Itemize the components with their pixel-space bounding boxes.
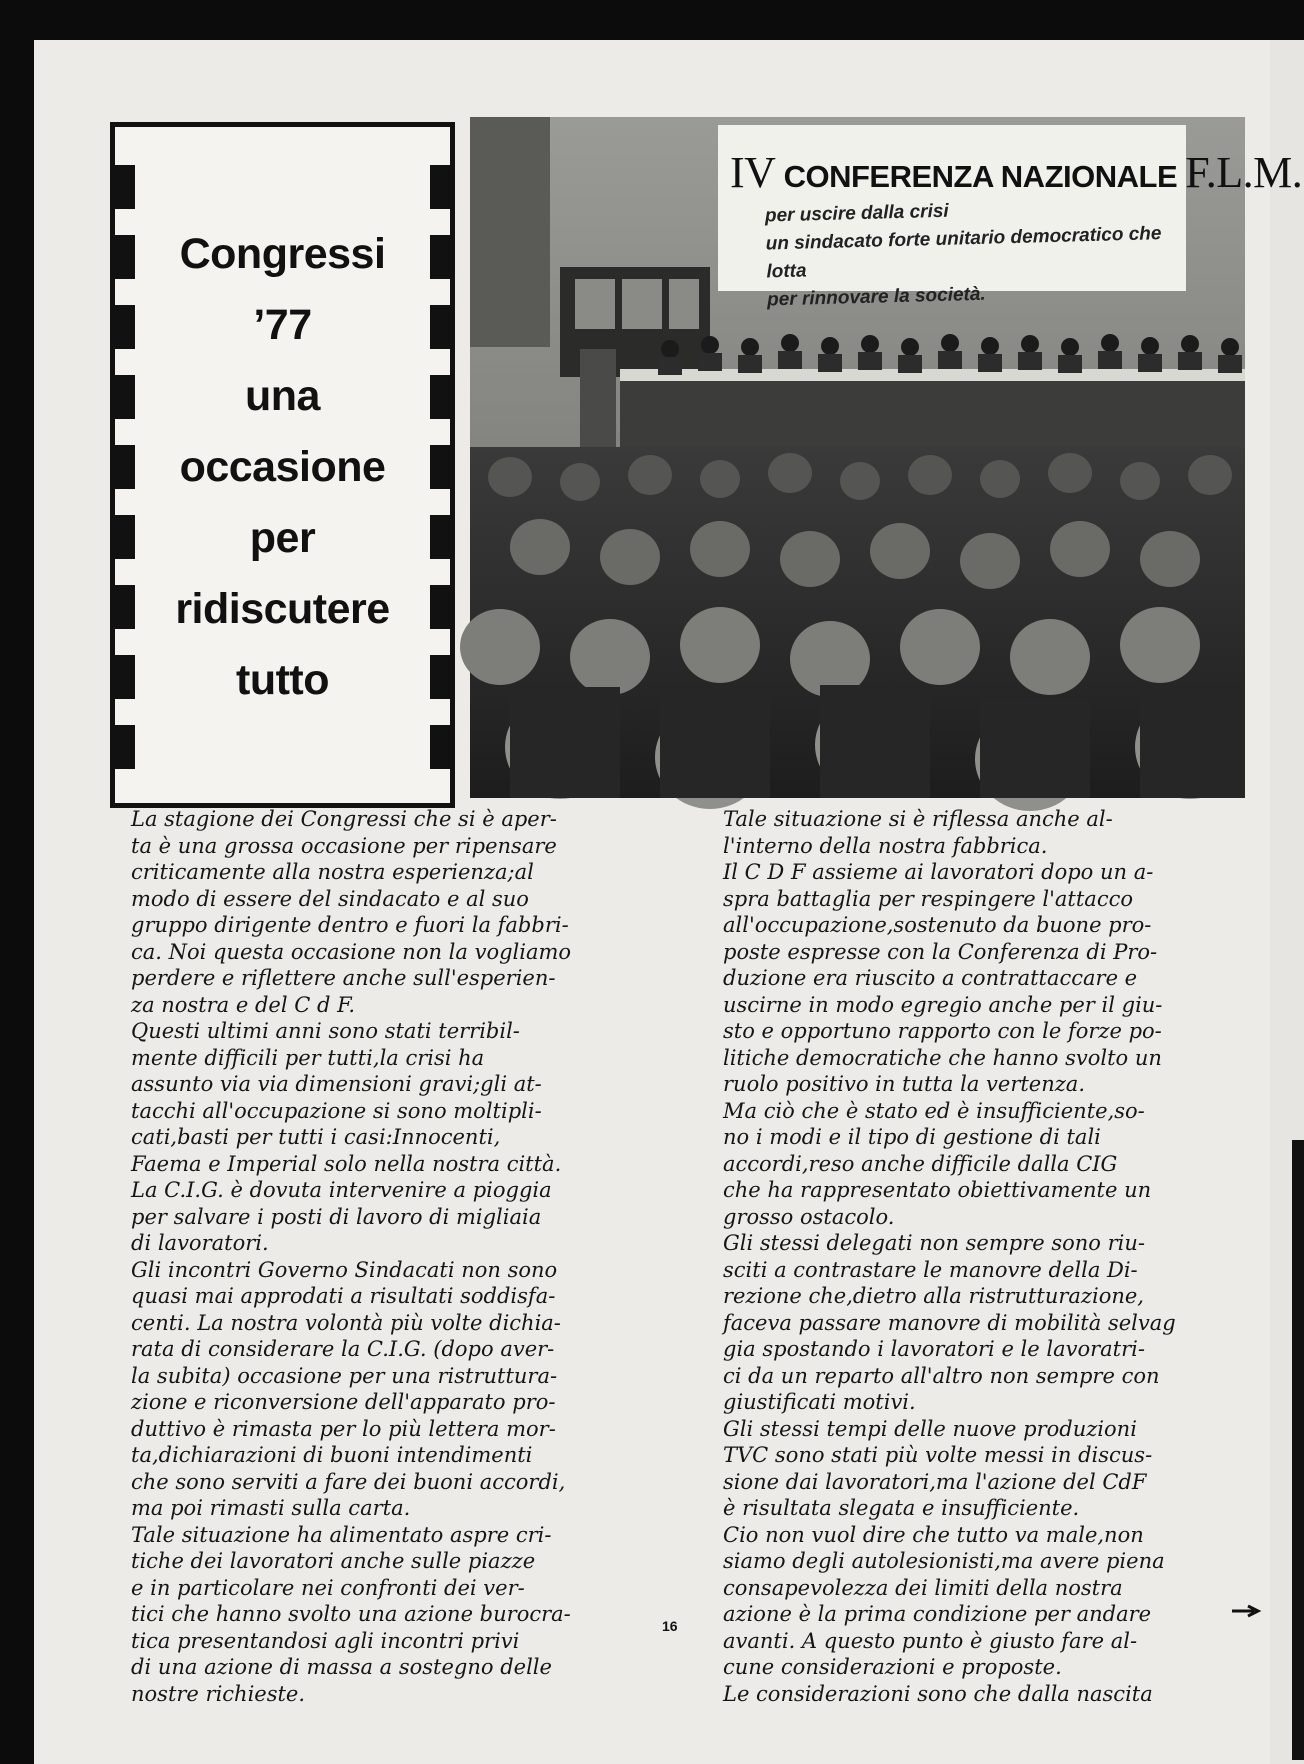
title-line: per <box>249 514 316 562</box>
text-line: Cio non vuol dire che tutto va male,non <box>723 1522 1144 1547</box>
text-line: l'interno della nostra fabbrica. <box>723 833 1048 858</box>
text-line: Gli stessi delegati non sempre sono riu- <box>723 1231 1145 1255</box>
text-line: avanti. A questo punto è giusto fare al- <box>723 1628 1138 1653</box>
film-sprocket <box>113 305 135 349</box>
film-sprocket <box>430 515 452 559</box>
film-sprocket <box>113 585 135 629</box>
text-line: tiche dei lavoratori anche sulle piazze <box>131 1549 536 1573</box>
title-line: Congressi <box>179 230 386 278</box>
text-line: accordi,reso anche difficile dalla CIG <box>723 1151 1118 1176</box>
text-line: spra battaglia per respingere l'attacco <box>723 886 1133 911</box>
text-line: cune considerazioni e proposte. <box>723 1655 1062 1679</box>
film-sprocket <box>430 305 452 349</box>
text-line: grosso ostacolo. <box>723 1204 895 1229</box>
banner-roman-numeral: IV <box>730 148 776 197</box>
text-line: rezione che,dietro alla ristrutturazione, <box>723 1284 1144 1308</box>
text-line: sto e opportuno rapporto con le forze po- <box>723 1019 1162 1043</box>
text-line: TVC sono stati più volte messi in discus- <box>723 1443 1153 1467</box>
text-line: tacchi all'occupazione si sono moltipli- <box>131 1098 542 1123</box>
text-line: assunto via via dimensioni gravi;gli at- <box>131 1072 542 1096</box>
adjacent-page-edge <box>1270 40 1304 1764</box>
text-line: La stagione dei Congressi che si è aper- <box>131 807 557 831</box>
title-line: una <box>245 372 320 420</box>
text-line: ruolo positivo in tutta la vertenza. <box>723 1072 1086 1096</box>
text-line: cati,basti per tutti i casi:Innocenti, <box>131 1125 501 1149</box>
text-line: centi. La nostra volontà più volte dichia- <box>131 1310 561 1335</box>
text-line: gia spostando i lavoratori e le lavoratri- <box>723 1337 1145 1361</box>
film-sprocket <box>430 235 452 279</box>
text-line: consapevolezza dei limiti della nostra <box>723 1575 1123 1600</box>
film-sprocket <box>430 445 452 489</box>
banner-title <box>730 147 1302 198</box>
banner-org: F.L.M. <box>1185 148 1303 197</box>
film-sprocket <box>430 585 452 629</box>
banner-subtitle-line: un sindacato forte unitario democratico che lotta <box>765 223 1162 283</box>
text-line: ci da un reparto all'altro non sempre con <box>723 1363 1160 1388</box>
article-column-right <box>723 806 1253 1707</box>
text-line: all'occupazione,sostenuto da buone pro- <box>723 913 1152 937</box>
text-line: ta,dichiarazioni di buoni intendimenti <box>131 1443 533 1467</box>
title-line: ridiscutere <box>175 585 390 633</box>
text-line: criticamente alla nostra esperienza;al <box>131 860 534 884</box>
text-line: che ha rappresentato obiettivamente un <box>723 1178 1152 1202</box>
text-line: Faema e Imperial solo nella nostra città. <box>131 1151 562 1176</box>
text-line: uscirne in modo egregio anche per il giu- <box>723 992 1163 1017</box>
film-sprocket <box>113 235 135 279</box>
text-line: che sono serviti a fare dei buoni accordi, <box>131 1469 566 1494</box>
text-line: e in particolare nei confronti dei ver- <box>131 1575 525 1600</box>
film-sprocket <box>113 655 135 699</box>
film-sprocket <box>430 375 452 419</box>
text-line: Tale situazione si è riflessa anche al- <box>723 807 1113 831</box>
title-line: occasione <box>179 443 386 491</box>
text-line: gruppo dirigente dentro e fuori la fabbri- <box>131 913 569 937</box>
text-line: quasi mai approdati a risultati soddisfa- <box>131 1284 556 1308</box>
banner-subtitle-line: per rinnovare la società. <box>766 283 986 311</box>
text-line: litiche democratiche che hanno svolto un <box>723 1045 1162 1070</box>
text-line: è risultata slegata e insufficiente. <box>723 1496 1080 1520</box>
text-line: modo di essere del sindacato e al suo <box>131 886 529 911</box>
text-line: duzione era riuscito a contrattaccare e <box>723 966 1138 990</box>
conference-banner <box>718 125 1303 311</box>
banner-subtitle <box>765 192 1188 315</box>
text-line: no i modi e il tipo di gestione di tali <box>723 1125 1101 1149</box>
film-sprocket <box>113 515 135 559</box>
film-sprocket <box>430 165 452 209</box>
text-line: zione e riconversione dell'apparato pro- <box>131 1390 556 1414</box>
banner-title-text: CONFERENZA NAZIONALE <box>783 159 1178 194</box>
text-line: duttivo è rimasta per lo più lettera mor- <box>131 1416 556 1441</box>
text-line: perdere e riflettere anche sull'esperien- <box>131 966 556 990</box>
page-number: 16 <box>662 1618 678 1634</box>
text-line: Gli stessi tempi delle nuove produzioni <box>723 1416 1137 1441</box>
text-line: ta è una grossa occasione per ripensare <box>131 833 557 858</box>
text-line: Gli incontri Governo Sindacati non sono <box>131 1257 558 1282</box>
text-line: per salvare i posti di lavoro di migliaia <box>131 1204 542 1229</box>
text-line: La C.I.G. è dovuta intervenire a pioggia <box>131 1178 552 1202</box>
text-line: tica presentandosi agli incontri privi <box>131 1628 520 1653</box>
film-strip-title-box <box>110 122 455 808</box>
text-line: Tale situazione ha alimentato aspre cri- <box>131 1522 552 1547</box>
text-line: za nostra e del C d F. <box>131 992 356 1017</box>
title-line: tutto <box>236 656 329 704</box>
text-line: faceva passare manovre di mobilità selvag <box>723 1310 1176 1335</box>
text-line: azione è la prima condizione per andare <box>723 1602 1152 1626</box>
text-line: la subita) occasione per una ristruttura- <box>131 1363 558 1388</box>
continue-arrow-icon <box>1232 1604 1262 1618</box>
text-line: Le considerazioni sono che dalla nascita <box>723 1681 1153 1706</box>
text-line: di una azione di massa a sostegno delle <box>131 1655 552 1679</box>
text-line: mente difficili per tutti,la crisi ha <box>131 1045 485 1070</box>
film-sprocket <box>113 375 135 419</box>
film-sprocket <box>113 165 135 209</box>
text-line: sione dai lavoratori,ma l'azione del CdF <box>723 1469 1147 1494</box>
article-column-left <box>131 806 661 1707</box>
text-line: ma poi rimasti sulla carta. <box>131 1496 411 1520</box>
title-line: ’77 <box>253 301 312 349</box>
film-sprocket <box>113 445 135 489</box>
text-line: Il C D F assieme ai lavoratori dopo un a- <box>723 860 1154 884</box>
film-sprocket <box>113 725 135 769</box>
article-title <box>143 219 422 716</box>
adjacent-page-shadow <box>1292 1140 1304 1760</box>
text-line: sciti a contrastare le manovre della Di- <box>723 1257 1138 1282</box>
text-line: tici che hanno svolto una azione burocra- <box>131 1602 571 1626</box>
text-line: poste espresse con la Conferenza di Pro- <box>723 939 1158 964</box>
text-line: Ma ciò che è stato ed è insufficiente,so- <box>723 1098 1145 1123</box>
text-line: di lavoratori. <box>131 1231 269 1255</box>
film-sprocket <box>430 725 452 769</box>
text-line: giustificati motivi. <box>723 1390 916 1414</box>
text-line: rata di considerare la C.I.G. (dopo aver- <box>131 1337 555 1361</box>
text-line: nostre richieste. <box>131 1681 306 1706</box>
text-line: Questi ultimi anni sono stati terribil- <box>131 1019 520 1043</box>
text-line: siamo degli autolesionisti,ma avere piena <box>723 1549 1165 1573</box>
film-sprocket <box>430 655 452 699</box>
text-line: ca. Noi questa occasione non la vogliamo <box>131 939 572 964</box>
conference-photo <box>470 117 1303 798</box>
banner-subtitle-line: per uscire dalla crisi <box>764 200 949 227</box>
